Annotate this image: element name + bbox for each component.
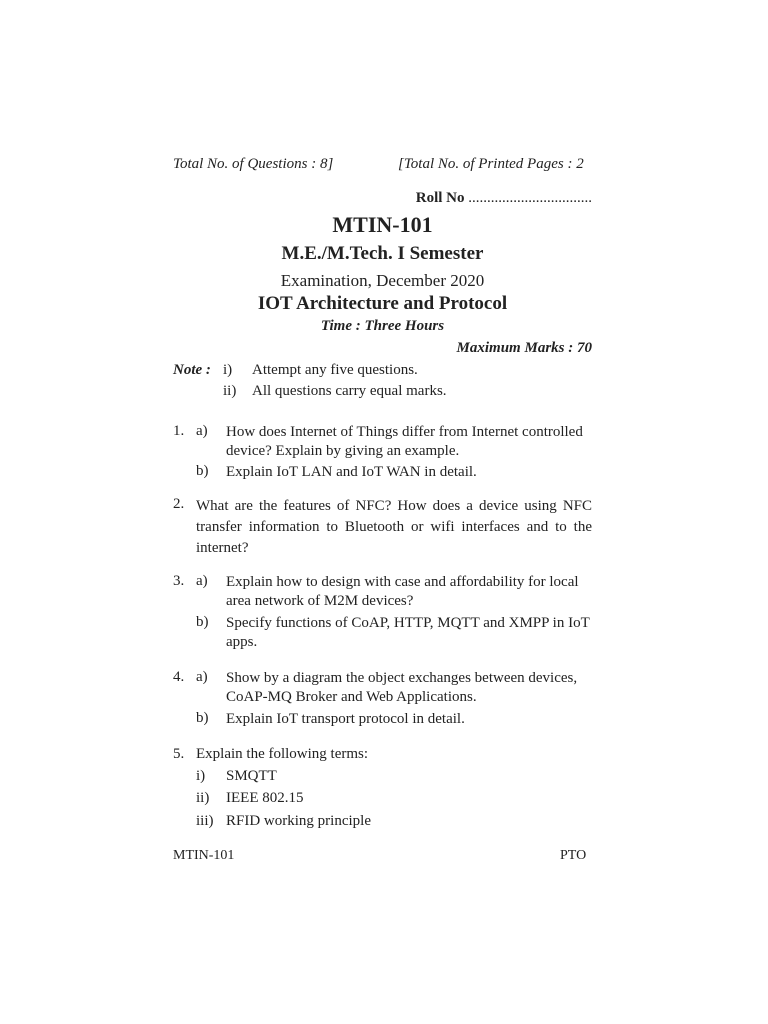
note-item-num: ii) (223, 383, 237, 399)
sub-question-text: Specify functions of CoAP, HTTP, MQTT and XMPP in IoT apps. (226, 615, 590, 650)
question-number: 5. (173, 746, 185, 762)
term-text: SMQTT (226, 768, 277, 784)
exam-time: Time : Three Hours (320, 318, 445, 334)
note-label: Note : (173, 362, 211, 378)
term-number: i) (196, 768, 206, 784)
sub-question-text: How does Internet of Things differ from Internet controlled device? Explain by giving an example. (226, 424, 583, 459)
subject-title: IOT Architecture and Protocol (257, 293, 508, 314)
question-number: 1. (173, 423, 185, 439)
term-number: iii) (196, 813, 214, 829)
sub-question-text: Explain how to design with case and affordability for local area network of M2M devices? (226, 574, 579, 609)
question-number: 3. (173, 573, 185, 589)
term-text: RFID working principle (226, 813, 371, 829)
footer-paper-code: MTIN-101 (173, 848, 235, 863)
max-marks: Maximum Marks : 70 (456, 340, 592, 356)
footer-pto: PTO (560, 848, 587, 863)
sub-question-label: a) (196, 669, 208, 685)
sub-question-label: a) (196, 423, 208, 439)
sub-question-label: a) (196, 573, 208, 589)
term-number: ii) (196, 790, 210, 806)
sub-question-text: Explain IoT LAN and IoT WAN in detail. (226, 464, 477, 480)
roll-no-label: Roll No (415, 190, 465, 206)
sub-question-text: Show by a diagram the object exchanges between devices, CoAP-MQ Broker and Web Applications. (226, 670, 578, 705)
total-questions: Total No. of Questions : 8] (173, 156, 334, 172)
sub-question-text: Explain IoT transport protocol in detail. (226, 711, 465, 727)
sub-question-label: b) (196, 614, 209, 630)
course-title: M.E./M.Tech. I Semester (281, 243, 484, 264)
roll-no-dots: ................................. (468, 190, 592, 206)
sub-question-label: b) (196, 710, 209, 726)
note-item-text: All questions carry equal marks. (252, 383, 447, 399)
question-text: What are the features of NFC? How does a device using NFC transfer information to Bluetooth or wifi interfaces and to the internet? (196, 498, 592, 556)
sub-question-label: b) (196, 463, 209, 479)
term-text: IEEE 802.15 (226, 790, 304, 806)
question-number: 2. (173, 496, 185, 512)
roll-no-line (0, 190, 592, 207)
total-pages: [Total No. of Printed Pages : 2 (398, 156, 584, 172)
question-number: 4. (173, 669, 185, 685)
paper-code: MTIN-101 (332, 212, 433, 237)
exam-session: Examination, December 2020 (280, 271, 485, 290)
note-item-text: Attempt any five questions. (252, 362, 418, 378)
question-text: Explain the following terms: (196, 746, 369, 762)
note-item-num: i) (223, 362, 233, 378)
